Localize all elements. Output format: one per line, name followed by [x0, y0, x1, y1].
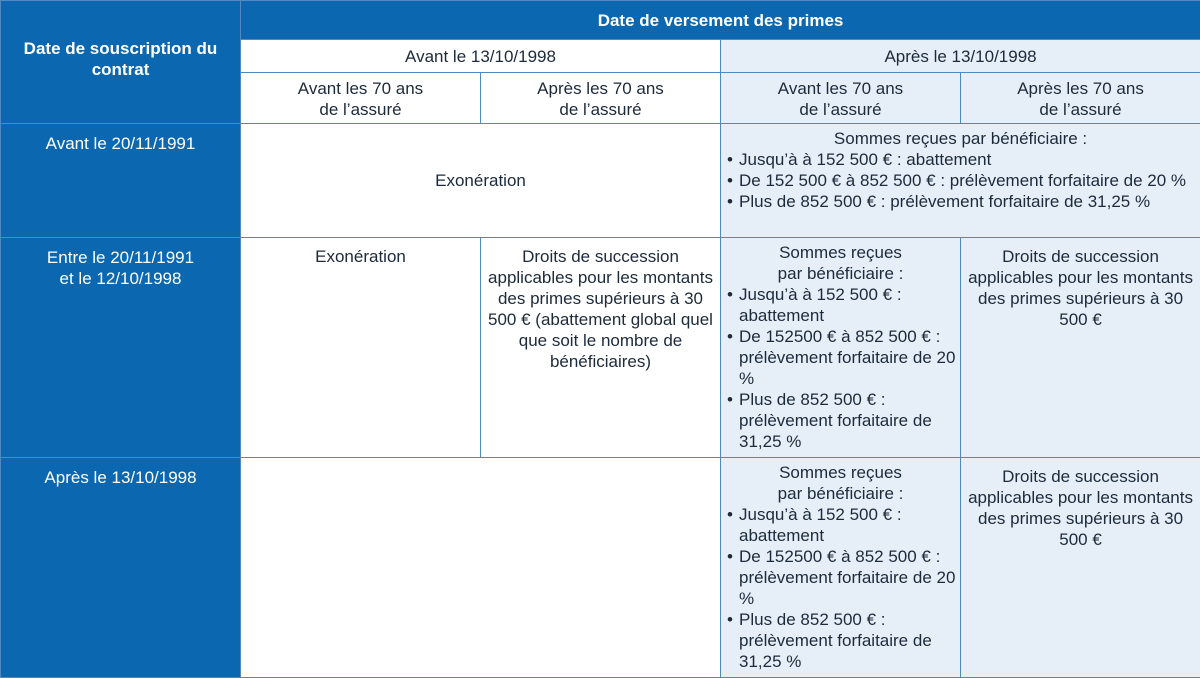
- col-group-after-label: Après le 13/10/1998: [884, 46, 1037, 66]
- group-header-label: Date de versement des primes: [597, 10, 844, 30]
- list-item: • Plus de 852 500 € : prélèvement forfaitaire de 31,25 %: [725, 191, 1196, 212]
- col-header-after-avant70: [721, 73, 961, 124]
- col-group-before-label: Avant le 13/10/1998: [405, 46, 556, 66]
- col-group-after: [721, 40, 1200, 73]
- list-item: • De 152 500 € à 852 500 € : prélèvement forfaitaire de 20 %: [725, 170, 1196, 191]
- row-label: [1, 124, 241, 238]
- cell-empty: [241, 458, 721, 678]
- cell-summary: [721, 124, 1200, 238]
- cell-droits-text: Droits de succession applicables pour les montants des primes supérieurs à 30 500 €: [968, 247, 1193, 329]
- summary-head-line2: par bénéficiaire :: [777, 264, 904, 283]
- list-item: • Jusqu’à à 152 500 € : abattement: [725, 504, 956, 546]
- cell-exoneration: [241, 124, 721, 238]
- list-item: • De 152500 € à 852 500 € : prélèvement forfaitaire de 20 %: [725, 546, 956, 609]
- col-header-before-avant70: [241, 73, 481, 124]
- col-group-before: [241, 40, 721, 73]
- table-row: [1, 238, 1200, 458]
- list-item: • Jusqu’à à 152 500 € : abattement: [725, 284, 956, 326]
- row-header-title: [1, 1, 241, 124]
- row-label-text: Avant le 20/11/1991: [45, 134, 196, 153]
- summary-head-line1: Sommes reçues: [779, 243, 902, 262]
- cell-droits: [481, 238, 721, 458]
- table-row: [1, 124, 1200, 238]
- col-header-line2: de l’assuré: [799, 100, 882, 119]
- summary-list: [725, 504, 956, 672]
- row-label: [1, 238, 241, 458]
- list-item: • De 152500 € à 852 500 € : prélèvement forfaitaire de 20 %: [725, 326, 956, 389]
- col-header-line1: Après les 70 ans: [1017, 79, 1144, 98]
- row-header-label: Date de souscription du contrat: [23, 39, 218, 79]
- row-label-line2: et le 12/10/1998: [59, 269, 182, 288]
- col-header-line1: Avant les 70 ans: [777, 79, 904, 98]
- cell-droits: [961, 238, 1200, 458]
- group-header: [241, 1, 1200, 40]
- table-row: [1, 458, 1200, 678]
- col-header-line1: Avant les 70 ans: [297, 79, 424, 98]
- cell-summary: [721, 458, 961, 678]
- cell-exoneration-text: Exonération: [315, 247, 406, 266]
- summary-head-line2: par bénéficiaire :: [777, 484, 904, 503]
- cell-droits: [961, 458, 1200, 678]
- list-item: • Plus de 852 500 € : prélèvement forfaitaire de 31,25 %: [725, 609, 956, 672]
- cell-exoneration: [241, 238, 481, 458]
- summary-list: [725, 284, 956, 452]
- summary-head-line1: Sommes reçues: [779, 463, 902, 482]
- col-header-line2: de l’assuré: [1039, 100, 1122, 119]
- col-header-before-apres70: [481, 73, 721, 124]
- cell-droits-text: Droits de succession applicables pour les montants des primes supérieurs à 30 500 € (abattement global quel que soit le nombre de bénéficiaires): [488, 247, 713, 371]
- row-label-text: Après le 13/10/1998: [44, 468, 197, 487]
- list-item: • Jusqu’à à 152 500 € : abattement: [725, 149, 1196, 170]
- summary-head: Sommes reçues par bénéficiaire :: [833, 129, 1088, 148]
- row-label: [1, 458, 241, 678]
- cell-exoneration-text: Exonération: [435, 171, 526, 190]
- list-item: • Plus de 852 500 € : prélèvement forfaitaire de 31,25 %: [725, 389, 956, 452]
- col-header-line2: de l’assuré: [559, 100, 642, 119]
- summary-list: [725, 149, 1196, 212]
- col-header-line2: de l’assuré: [319, 100, 402, 119]
- row-label-line1: Entre le 20/11/1991: [46, 248, 195, 267]
- cell-droits-text: Droits de succession applicables pour les montants des primes supérieurs à 30 500 €: [968, 467, 1193, 549]
- cell-summary: [721, 238, 961, 458]
- col-header-line1: Après les 70 ans: [537, 79, 664, 98]
- col-header-after-apres70: [961, 73, 1200, 124]
